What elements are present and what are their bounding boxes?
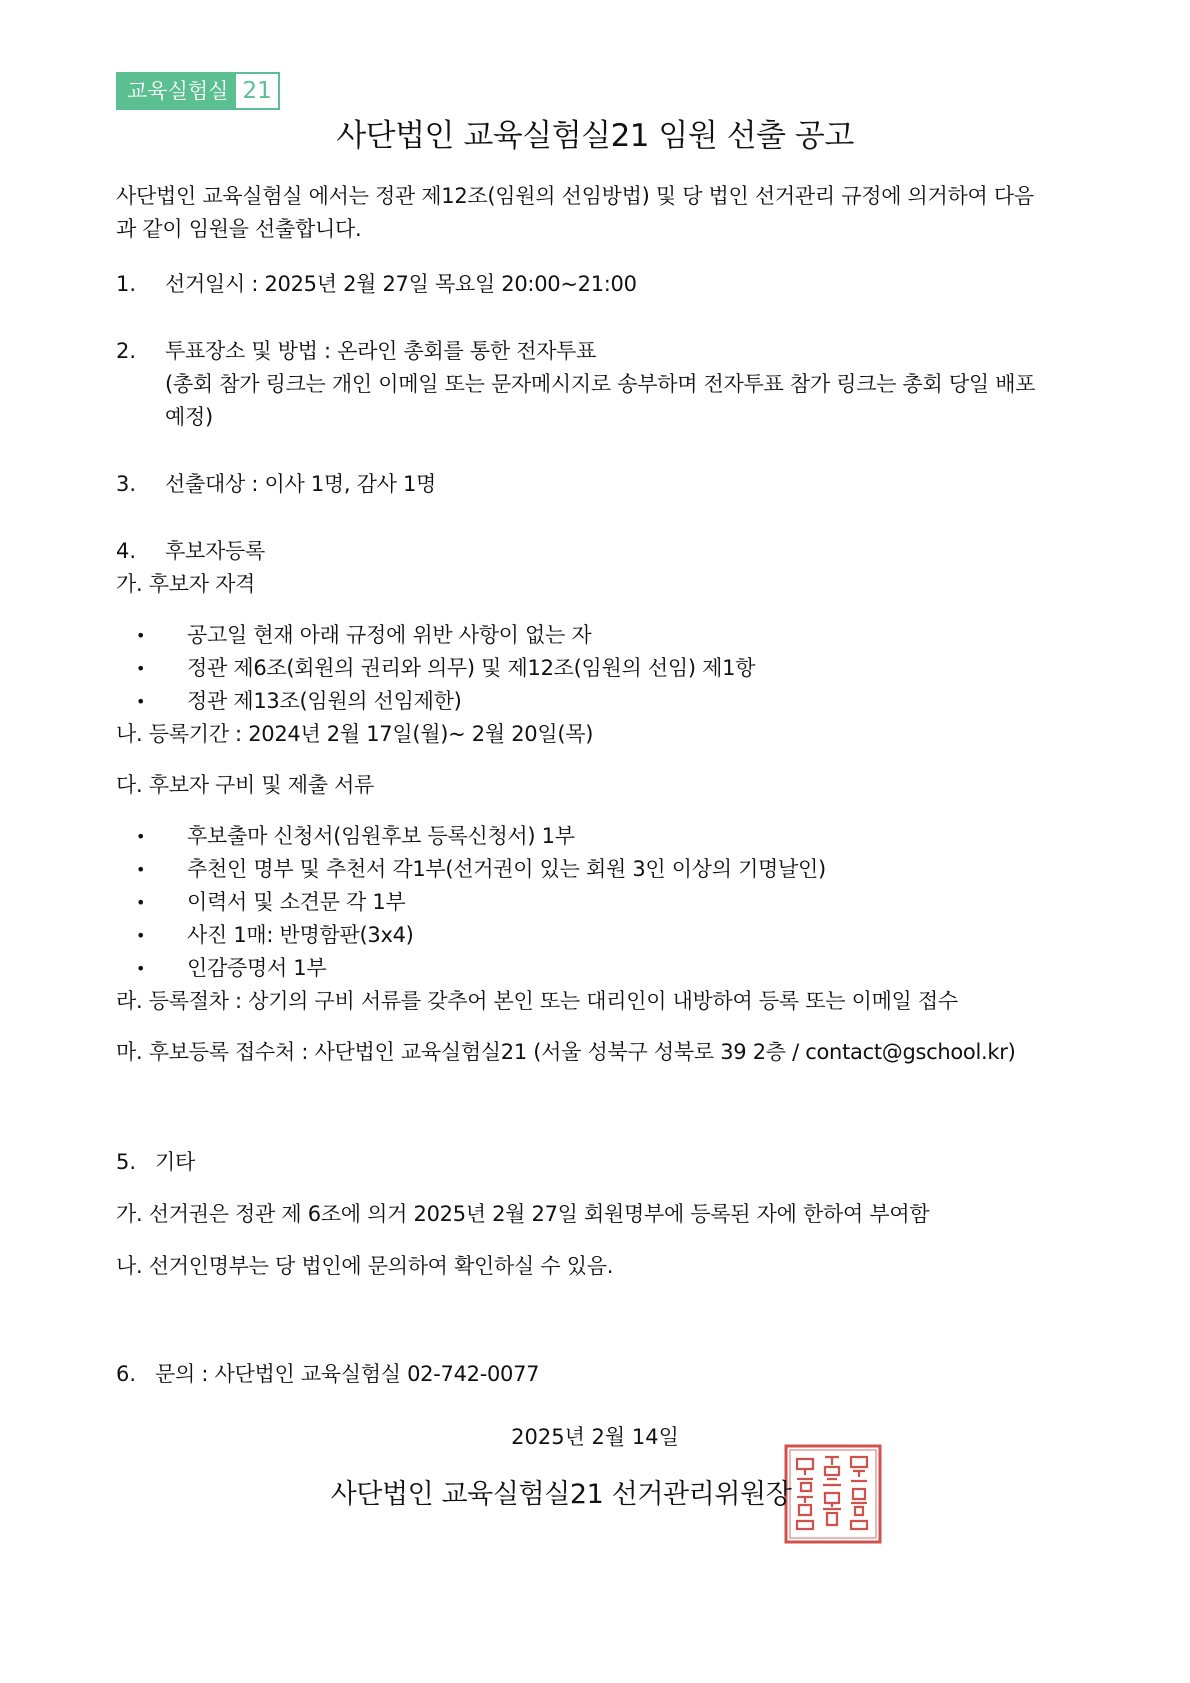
da-bullet-3: 이력서 및 소견문 각 1부 [187, 890, 406, 914]
item-6-text: 문의 : 사단법인 교육실험실 02-742-0077 [155, 1362, 540, 1386]
logo-text: 교육실험실 [118, 74, 236, 108]
item-4-number: 4. [116, 539, 137, 563]
section4-ra-text: 라. 등록절차 : 상기의 구비 서류를 갖추어 본인 또는 대리인이 내방하여 등록 또는 이메일 접수 [116, 989, 958, 1013]
item-3-text: 선출대상 : 이사 1명, 감사 1명 [165, 472, 437, 496]
bullet-marker: • [136, 926, 146, 945]
announcement-date: 2025년 2월 14일 [511, 1425, 679, 1449]
bullet-marker: • [136, 692, 146, 711]
intro-line-1: 사단법인 교육실험실 에서는 정관 제12조(임원의 선임방법) 및 당 법인 선거관리 규정에 의거하여 다음 [116, 184, 1034, 208]
section4-da-heading: 다. 후보자 구비 및 제출 서류 [116, 773, 375, 797]
ga-bullet-2: 정관 제6조(회원의 권리와 의무) 및 제12조(임원의 선임) 제1항 [187, 656, 756, 680]
item-1-number: 1. [116, 272, 137, 296]
item-2-number: 2. [116, 339, 137, 363]
item-6-number: 6. [116, 1362, 137, 1386]
bullet-marker: • [136, 626, 146, 645]
ga-bullet-1: 공고일 현재 아래 규정에 위반 사항이 없는 자 [187, 623, 592, 647]
page-title: 사단법인 교육실험실21 임원 선출 공고 [336, 118, 854, 154]
bullet-marker: • [136, 860, 146, 879]
item-2-line-3: 예정) [165, 405, 213, 429]
bullet-marker: • [136, 659, 146, 678]
item-3-number: 3. [116, 472, 137, 496]
da-bullet-1: 후보출마 신청서(임원후보 등록신청서) 1부 [187, 824, 575, 848]
section5-na-text: 나. 선거인명부는 당 법인에 문의하여 확인하실 수 있음. [116, 1254, 614, 1278]
item-5-text: 기타 [155, 1150, 195, 1174]
da-bullet-4: 사진 1매: 반명함판(3x4) [187, 923, 414, 947]
section4-na-text: 나. 등록기간 : 2024년 2월 17일(월)~ 2월 20일(목) [116, 722, 594, 746]
da-bullet-5: 인감증명서 1부 [187, 956, 327, 980]
item-5-number: 5. [116, 1150, 137, 1174]
logo-number: 21 [236, 74, 277, 108]
item-4-text: 후보자등록 [165, 539, 265, 563]
section4-ga-heading: 가. 후보자 자격 [116, 572, 256, 596]
intro-line-2: 과 같이 임원을 선출합니다. [116, 217, 362, 241]
section5-ga-text: 가. 선거권은 정관 제 6조에 의거 2025년 2월 27일 회원명부에 등록된 자에 한하여 부여함 [116, 1202, 930, 1226]
bullet-marker: • [136, 893, 146, 912]
ga-bullet-3: 정관 제13조(임원의 선임제한) [187, 689, 462, 713]
bullet-marker: • [136, 827, 146, 846]
da-bullet-2: 추천인 명부 및 추천서 각1부(선거권이 있는 회원 3인 이상의 기명날인) [187, 857, 826, 881]
organization-logo [116, 72, 280, 110]
bullet-marker: • [136, 959, 146, 978]
section4-ma-text: 마. 후보등록 접수처 : 사단법인 교육실험실21 (서울 성북구 성북로 39 2층 / contact@gschool.kr) [116, 1040, 1016, 1064]
committee-signature: 사단법인 교육실험실21 선거관리위원장 [330, 1479, 792, 1510]
item-1-text: 선거일시 : 2025년 2월 27일 목요일 20:00~21:00 [165, 272, 637, 296]
item-2-line-1: 투표장소 및 방법 : 온라인 총회를 통한 전자투표 [165, 339, 597, 363]
item-2-line-2: (총회 참가 링크는 개인 이메일 또는 문자메시지로 송부하며 전자투표 참가 링크는 총회 당일 배포 [165, 372, 1036, 396]
